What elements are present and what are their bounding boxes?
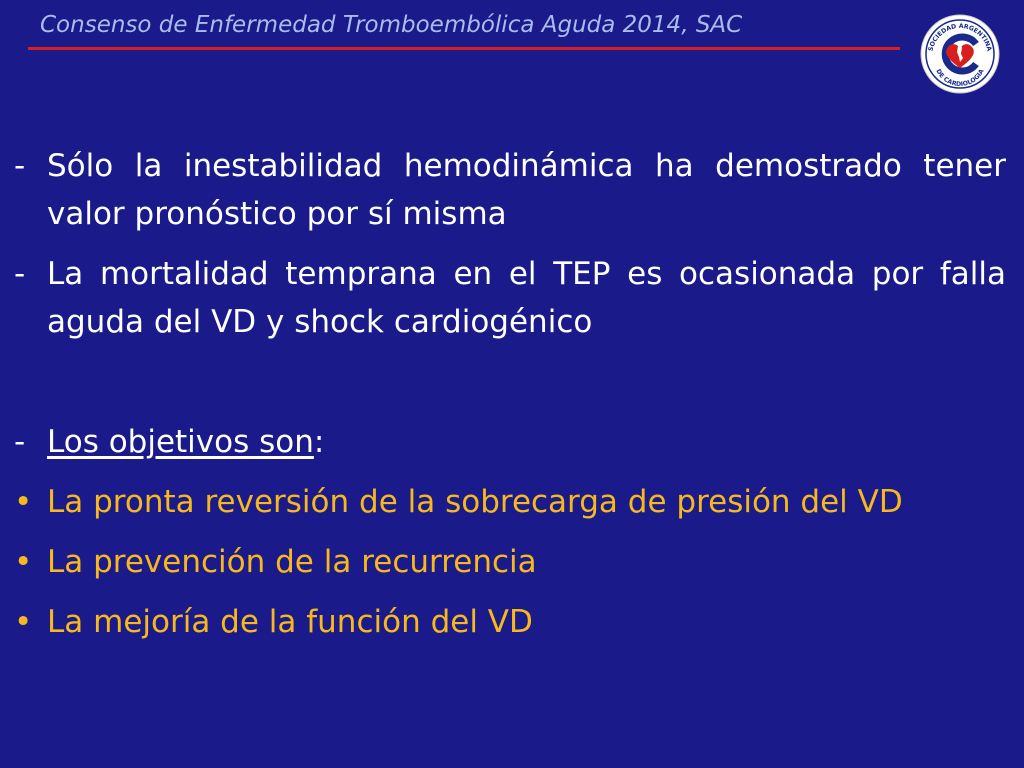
bullet-marker: •	[14, 544, 33, 580]
slide-content	[14, 142, 1006, 658]
list-item	[14, 250, 1006, 346]
objectives-heading	[14, 418, 1006, 466]
bullet-text: La mejoría de la función del VD	[47, 604, 533, 640]
list-item	[14, 142, 1006, 238]
bullet-text: La pronta reversión de la sobrecarga de presión del VD	[47, 484, 903, 520]
bullet-item	[14, 538, 1006, 586]
bullet-item	[14, 478, 1006, 526]
logo-top-text: SOCIEDAD ARGENTINA	[927, 22, 993, 52]
bullet-item	[14, 598, 1006, 646]
item-text: Sólo la inestabilidad hemodinámica ha demostrado tener valor pronóstico por sí misma	[47, 148, 1006, 232]
dash-marker: -	[14, 424, 26, 460]
spacer	[14, 358, 1006, 418]
item-text: La mortalidad temprana en el TEP es ocasionada por falla aguda del VD y shock cardiogénico	[47, 256, 1006, 340]
logo-bottom-text: DE CARDIOLOGIA	[934, 68, 986, 89]
sac-logo	[920, 14, 1000, 94]
header-rule	[28, 47, 900, 50]
objectives-colon: :	[313, 424, 325, 460]
dash-marker: -	[14, 256, 26, 292]
bullet-marker: •	[14, 604, 33, 640]
bullet-marker: •	[14, 484, 33, 520]
objectives-label: Los objetivos son	[47, 424, 314, 460]
bullet-text: La prevención de la recurrencia	[47, 544, 537, 580]
header-title: Consenso de Enfermedad Tromboembólica Aguda 2014, SAC	[40, 12, 743, 38]
dash-marker: -	[14, 148, 26, 184]
objectives-text	[47, 418, 1006, 466]
